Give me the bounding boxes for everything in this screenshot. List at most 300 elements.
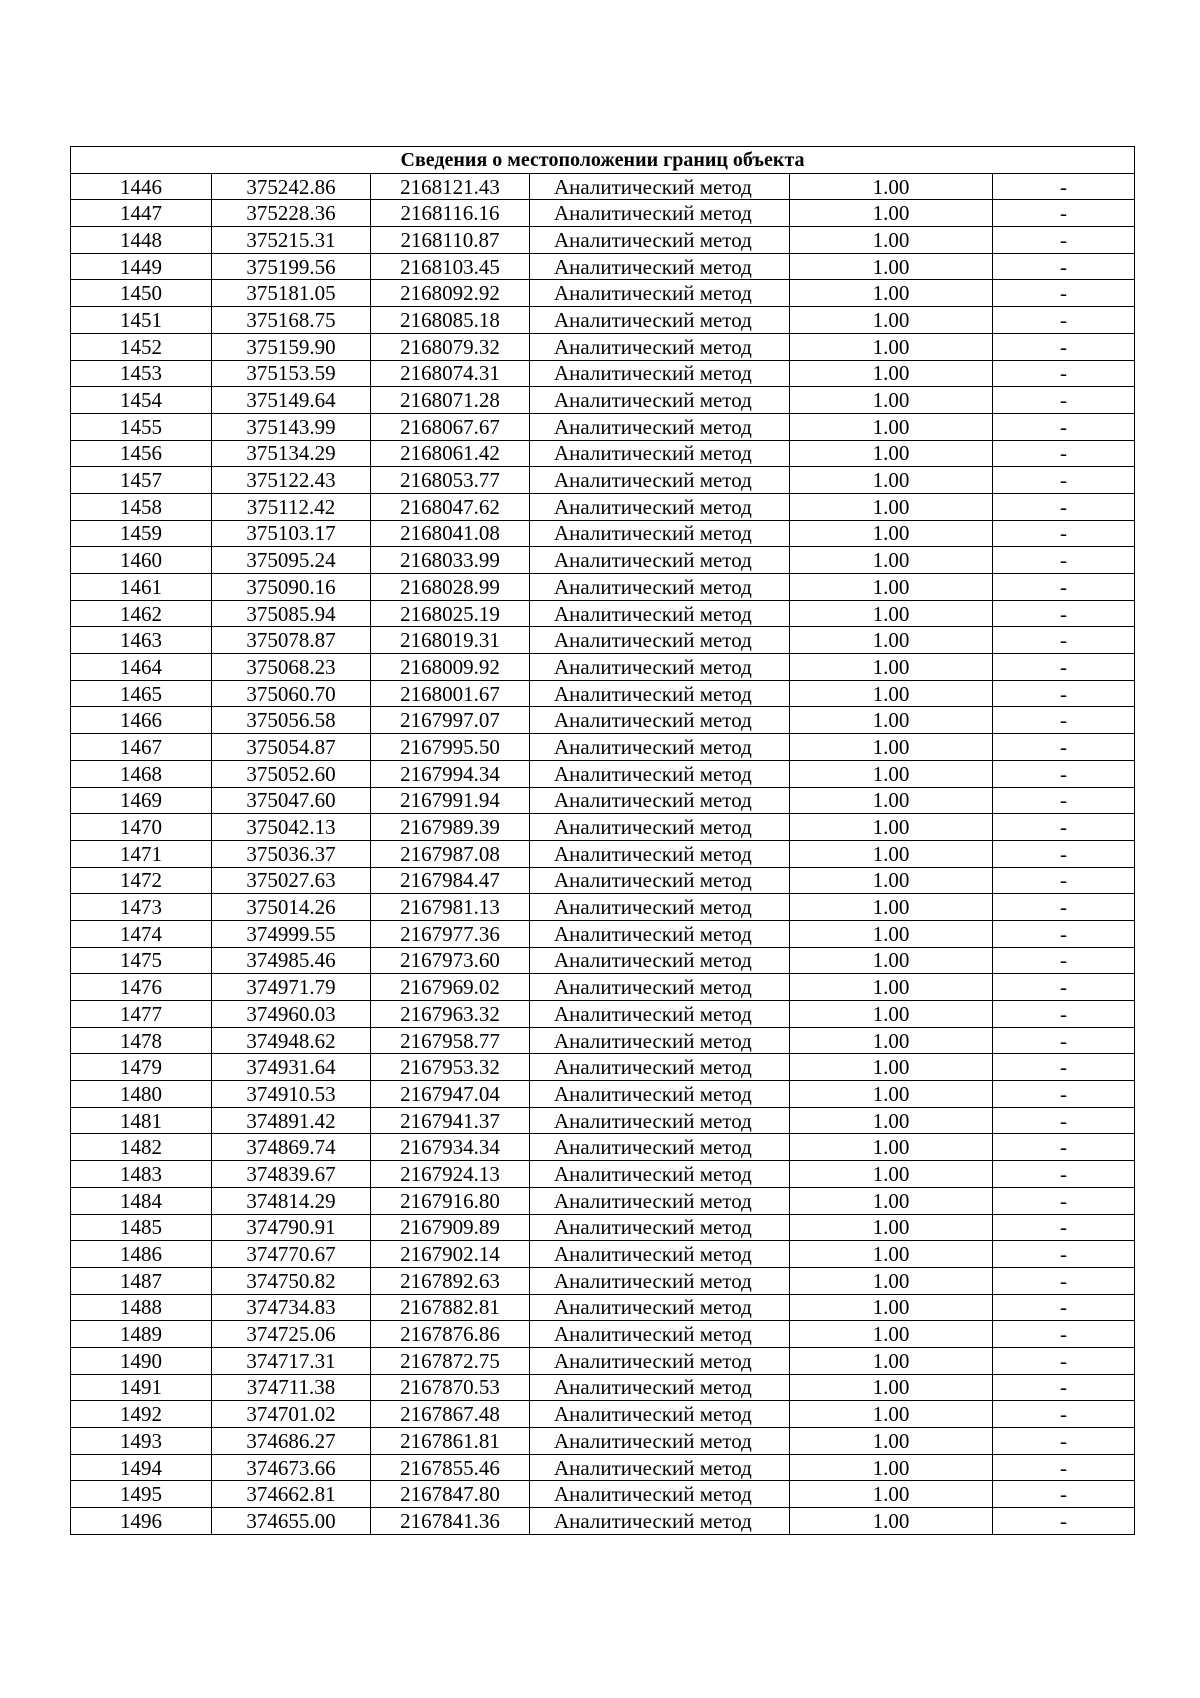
method-cell: Аналитический метод [530,1081,790,1108]
description-cell: - [993,920,1135,947]
point-number-cell: 1449 [71,253,212,280]
table-row [71,1294,1135,1321]
table-row [71,1267,1135,1294]
point-number-cell: 1490 [71,1347,212,1374]
method-cell: Аналитический метод [530,787,790,814]
point-number-cell: 1462 [71,600,212,627]
point-number-cell: 1486 [71,1241,212,1268]
point-number-cell: 1447 [71,200,212,227]
x-coordinate-cell: 375078.87 [212,627,371,654]
y-coordinate-cell: 2168033.99 [371,547,530,574]
accuracy-cell: 1.00 [790,387,993,414]
method-cell: Аналитический метод [530,760,790,787]
table-row [71,253,1135,280]
table-row [71,840,1135,867]
description-cell: - [993,280,1135,307]
method-cell: Аналитический метод [530,894,790,921]
method-cell: Аналитический метод [530,920,790,947]
y-coordinate-cell: 2167861.81 [371,1428,530,1455]
accuracy-cell: 1.00 [790,1001,993,1028]
accuracy-cell: 1.00 [790,547,993,574]
accuracy-cell: 1.00 [790,1107,993,1134]
table-row [71,947,1135,974]
table-row [71,1214,1135,1241]
table-row [71,1001,1135,1028]
x-coordinate-cell: 374931.64 [212,1054,371,1081]
point-number-cell: 1484 [71,1187,212,1214]
point-number-cell: 1481 [71,1107,212,1134]
description-cell: - [993,814,1135,841]
description-cell: - [993,734,1135,761]
description-cell: - [993,1161,1135,1188]
method-cell: Аналитический метод [530,387,790,414]
table-row [71,200,1135,227]
method-cell: Аналитический метод [530,1294,790,1321]
accuracy-cell: 1.00 [790,1508,993,1535]
description-cell: - [993,1267,1135,1294]
description-cell: - [993,1054,1135,1081]
method-cell: Аналитический метод [530,280,790,307]
method-cell: Аналитический метод [530,1214,790,1241]
accuracy-cell: 1.00 [790,734,993,761]
point-number-cell: 1464 [71,654,212,681]
x-coordinate-cell: 375027.63 [212,867,371,894]
x-coordinate-cell: 375242.86 [212,173,371,200]
table-row [71,1161,1135,1188]
x-coordinate-cell: 375036.37 [212,840,371,867]
description-cell: - [993,1294,1135,1321]
x-coordinate-cell: 375134.29 [212,440,371,467]
point-number-cell: 1477 [71,1001,212,1028]
point-number-cell: 1461 [71,574,212,601]
method-cell: Аналитический метод [530,734,790,761]
method-cell: Аналитический метод [530,333,790,360]
table-row [71,627,1135,654]
point-number-cell: 1474 [71,920,212,947]
accuracy-cell: 1.00 [790,627,993,654]
y-coordinate-cell: 2167958.77 [371,1027,530,1054]
table-row [71,520,1135,547]
y-coordinate-cell: 2167981.13 [371,894,530,921]
x-coordinate-cell: 375042.13 [212,814,371,841]
point-number-cell: 1466 [71,707,212,734]
point-number-cell: 1494 [71,1454,212,1481]
table-row [71,1401,1135,1428]
x-coordinate-cell: 374717.31 [212,1347,371,1374]
y-coordinate-cell: 2167872.75 [371,1347,530,1374]
table-row [71,467,1135,494]
table-row [71,600,1135,627]
method-cell: Аналитический метод [530,1107,790,1134]
accuracy-cell: 1.00 [790,600,993,627]
y-coordinate-cell: 2167855.46 [371,1454,530,1481]
accuracy-cell: 1.00 [790,894,993,921]
y-coordinate-cell: 2168025.19 [371,600,530,627]
point-number-cell: 1488 [71,1294,212,1321]
table-row [71,974,1135,1001]
description-cell: - [993,600,1135,627]
accuracy-cell: 1.00 [790,1187,993,1214]
y-coordinate-cell: 2168071.28 [371,387,530,414]
y-coordinate-cell: 2167916.80 [371,1187,530,1214]
table-row [71,493,1135,520]
point-number-cell: 1457 [71,467,212,494]
table-row [71,413,1135,440]
y-coordinate-cell: 2168047.62 [371,493,530,520]
accuracy-cell: 1.00 [790,814,993,841]
x-coordinate-cell: 375112.42 [212,493,371,520]
method-cell: Аналитический метод [530,840,790,867]
y-coordinate-cell: 2167973.60 [371,947,530,974]
description-cell: - [993,680,1135,707]
table-row [71,787,1135,814]
accuracy-cell: 1.00 [790,227,993,254]
table-row [71,1508,1135,1535]
table-row [71,894,1135,921]
accuracy-cell: 1.00 [790,787,993,814]
table-row [71,1054,1135,1081]
description-cell: - [993,1347,1135,1374]
y-coordinate-cell: 2167953.32 [371,1054,530,1081]
description-cell: - [993,1454,1135,1481]
method-cell: Аналитический метод [530,253,790,280]
method-cell: Аналитический метод [530,520,790,547]
point-number-cell: 1448 [71,227,212,254]
method-cell: Аналитический метод [530,1428,790,1455]
description-cell: - [993,467,1135,494]
x-coordinate-cell: 374673.66 [212,1454,371,1481]
table-row [71,1321,1135,1348]
description-cell: - [993,1001,1135,1028]
accuracy-cell: 1.00 [790,920,993,947]
y-coordinate-cell: 2168092.92 [371,280,530,307]
method-cell: Аналитический метод [530,1134,790,1161]
description-cell: - [993,440,1135,467]
table-row [71,387,1135,414]
point-number-cell: 1456 [71,440,212,467]
x-coordinate-cell: 374770.67 [212,1241,371,1268]
description-cell: - [993,654,1135,681]
accuracy-cell: 1.00 [790,280,993,307]
point-number-cell: 1458 [71,493,212,520]
description-cell: - [993,200,1135,227]
x-coordinate-cell: 374701.02 [212,1401,371,1428]
table-row [71,654,1135,681]
y-coordinate-cell: 2168009.92 [371,654,530,681]
description-cell: - [993,1107,1135,1134]
method-cell: Аналитический метод [530,867,790,894]
accuracy-cell: 1.00 [790,867,993,894]
x-coordinate-cell: 375215.31 [212,227,371,254]
x-coordinate-cell: 374734.83 [212,1294,371,1321]
point-number-cell: 1495 [71,1481,212,1508]
y-coordinate-cell: 2167941.37 [371,1107,530,1134]
method-cell: Аналитический метод [530,307,790,334]
method-cell: Аналитический метод [530,440,790,467]
table-row [71,1134,1135,1161]
method-cell: Аналитический метод [530,200,790,227]
accuracy-cell: 1.00 [790,173,993,200]
description-cell: - [993,1481,1135,1508]
point-number-cell: 1482 [71,1134,212,1161]
accuracy-cell: 1.00 [790,1241,993,1268]
x-coordinate-cell: 374686.27 [212,1428,371,1455]
method-cell: Аналитический метод [530,1401,790,1428]
accuracy-cell: 1.00 [790,1214,993,1241]
x-coordinate-cell: 375143.99 [212,413,371,440]
table-row [71,707,1135,734]
description-cell: - [993,1187,1135,1214]
y-coordinate-cell: 2167969.02 [371,974,530,1001]
method-cell: Аналитический метод [530,547,790,574]
accuracy-cell: 1.00 [790,253,993,280]
method-cell: Аналитический метод [530,173,790,200]
y-coordinate-cell: 2167934.34 [371,1134,530,1161]
accuracy-cell: 1.00 [790,707,993,734]
accuracy-cell: 1.00 [790,1428,993,1455]
description-cell: - [993,1027,1135,1054]
description-cell: - [993,1081,1135,1108]
y-coordinate-cell: 2167995.50 [371,734,530,761]
y-coordinate-cell: 2167870.53 [371,1374,530,1401]
point-number-cell: 1465 [71,680,212,707]
method-cell: Аналитический метод [530,654,790,681]
accuracy-cell: 1.00 [790,680,993,707]
table-title: Сведения о местоположении границ объекта [71,147,1135,174]
point-number-cell: 1485 [71,1214,212,1241]
y-coordinate-cell: 2168116.16 [371,200,530,227]
table-row [71,1428,1135,1455]
description-cell: - [993,1374,1135,1401]
y-coordinate-cell: 2167847.80 [371,1481,530,1508]
x-coordinate-cell: 374985.46 [212,947,371,974]
accuracy-cell: 1.00 [790,1374,993,1401]
x-coordinate-cell: 375068.23 [212,654,371,681]
point-number-cell: 1446 [71,173,212,200]
x-coordinate-cell: 375168.75 [212,307,371,334]
method-cell: Аналитический метод [530,467,790,494]
point-number-cell: 1475 [71,947,212,974]
x-coordinate-cell: 375060.70 [212,680,371,707]
description-cell: - [993,253,1135,280]
description-cell: - [993,493,1135,520]
point-number-cell: 1480 [71,1081,212,1108]
y-coordinate-cell: 2168121.43 [371,173,530,200]
method-cell: Аналитический метод [530,814,790,841]
table-row [71,760,1135,787]
table-row [71,680,1135,707]
method-cell: Аналитический метод [530,1508,790,1535]
accuracy-cell: 1.00 [790,360,993,387]
accuracy-cell: 1.00 [790,440,993,467]
table-row [71,1187,1135,1214]
x-coordinate-cell: 374999.55 [212,920,371,947]
y-coordinate-cell: 2167876.86 [371,1321,530,1348]
table-row [71,1454,1135,1481]
point-number-cell: 1493 [71,1428,212,1455]
description-cell: - [993,867,1135,894]
y-coordinate-cell: 2168061.42 [371,440,530,467]
x-coordinate-cell: 375181.05 [212,280,371,307]
y-coordinate-cell: 2167947.04 [371,1081,530,1108]
y-coordinate-cell: 2167909.89 [371,1214,530,1241]
point-number-cell: 1489 [71,1321,212,1348]
method-cell: Аналитический метод [530,1267,790,1294]
x-coordinate-cell: 374960.03 [212,1001,371,1028]
point-number-cell: 1476 [71,974,212,1001]
table-row [71,547,1135,574]
point-number-cell: 1467 [71,734,212,761]
description-cell: - [993,760,1135,787]
boundary-coordinates-table [70,146,1135,1535]
description-cell: - [993,1241,1135,1268]
method-cell: Аналитический метод [530,680,790,707]
table-row [71,1081,1135,1108]
description-cell: - [993,894,1135,921]
method-cell: Аналитический метод [530,974,790,1001]
x-coordinate-cell: 374662.81 [212,1481,371,1508]
accuracy-cell: 1.00 [790,1161,993,1188]
accuracy-cell: 1.00 [790,1027,993,1054]
point-number-cell: 1487 [71,1267,212,1294]
y-coordinate-cell: 2168019.31 [371,627,530,654]
table-row [71,920,1135,947]
table-row [71,574,1135,601]
table-row [71,734,1135,761]
method-cell: Аналитический метод [530,413,790,440]
y-coordinate-cell: 2168053.77 [371,467,530,494]
table-row [71,1241,1135,1268]
accuracy-cell: 1.00 [790,1401,993,1428]
y-coordinate-cell: 2167867.48 [371,1401,530,1428]
x-coordinate-cell: 375095.24 [212,547,371,574]
y-coordinate-cell: 2168074.31 [371,360,530,387]
method-cell: Аналитический метод [530,1454,790,1481]
table-row [71,360,1135,387]
point-number-cell: 1463 [71,627,212,654]
x-coordinate-cell: 375153.59 [212,360,371,387]
point-number-cell: 1496 [71,1508,212,1535]
accuracy-cell: 1.00 [790,1321,993,1348]
y-coordinate-cell: 2167924.13 [371,1161,530,1188]
y-coordinate-cell: 2167987.08 [371,840,530,867]
y-coordinate-cell: 2168103.45 [371,253,530,280]
point-number-cell: 1468 [71,760,212,787]
point-number-cell: 1473 [71,894,212,921]
y-coordinate-cell: 2168085.18 [371,307,530,334]
x-coordinate-cell: 374839.67 [212,1161,371,1188]
point-number-cell: 1454 [71,387,212,414]
table-row [71,173,1135,200]
y-coordinate-cell: 2168041.08 [371,520,530,547]
x-coordinate-cell: 374869.74 [212,1134,371,1161]
y-coordinate-cell: 2167892.63 [371,1267,530,1294]
x-coordinate-cell: 375047.60 [212,787,371,814]
y-coordinate-cell: 2167994.34 [371,760,530,787]
description-cell: - [993,173,1135,200]
table-row [71,1027,1135,1054]
table-body [71,147,1135,1535]
method-cell: Аналитический метод [530,1187,790,1214]
x-coordinate-cell: 375054.87 [212,734,371,761]
accuracy-cell: 1.00 [790,493,993,520]
table-row [71,1347,1135,1374]
x-coordinate-cell: 374711.38 [212,1374,371,1401]
method-cell: Аналитический метод [530,707,790,734]
description-cell: - [993,787,1135,814]
x-coordinate-cell: 374750.82 [212,1267,371,1294]
x-coordinate-cell: 375228.36 [212,200,371,227]
y-coordinate-cell: 2168001.67 [371,680,530,707]
x-coordinate-cell: 375149.64 [212,387,371,414]
y-coordinate-cell: 2167902.14 [371,1241,530,1268]
method-cell: Аналитический метод [530,947,790,974]
x-coordinate-cell: 375085.94 [212,600,371,627]
accuracy-cell: 1.00 [790,1267,993,1294]
table-row [71,280,1135,307]
table-row [71,333,1135,360]
x-coordinate-cell: 375052.60 [212,760,371,787]
method-cell: Аналитический метод [530,1241,790,1268]
x-coordinate-cell: 374725.06 [212,1321,371,1348]
table-row [71,814,1135,841]
accuracy-cell: 1.00 [790,840,993,867]
x-coordinate-cell: 374971.79 [212,974,371,1001]
point-number-cell: 1451 [71,307,212,334]
table-row [71,440,1135,467]
description-cell: - [993,547,1135,574]
accuracy-cell: 1.00 [790,413,993,440]
description-cell: - [993,974,1135,1001]
table-row [71,867,1135,894]
y-coordinate-cell: 2167997.07 [371,707,530,734]
x-coordinate-cell: 374814.29 [212,1187,371,1214]
description-cell: - [993,413,1135,440]
x-coordinate-cell: 375122.43 [212,467,371,494]
accuracy-cell: 1.00 [790,947,993,974]
description-cell: - [993,520,1135,547]
point-number-cell: 1478 [71,1027,212,1054]
description-cell: - [993,1428,1135,1455]
x-coordinate-cell: 375056.58 [212,707,371,734]
y-coordinate-cell: 2167984.47 [371,867,530,894]
accuracy-cell: 1.00 [790,1294,993,1321]
accuracy-cell: 1.00 [790,307,993,334]
method-cell: Аналитический метод [530,1161,790,1188]
method-cell: Аналитический метод [530,1001,790,1028]
accuracy-cell: 1.00 [790,1347,993,1374]
point-number-cell: 1469 [71,787,212,814]
y-coordinate-cell: 2168110.87 [371,227,530,254]
method-cell: Аналитический метод [530,1054,790,1081]
accuracy-cell: 1.00 [790,520,993,547]
description-cell: - [993,360,1135,387]
point-number-cell: 1452 [71,333,212,360]
point-number-cell: 1479 [71,1054,212,1081]
x-coordinate-cell: 374948.62 [212,1027,371,1054]
y-coordinate-cell: 2167963.32 [371,1001,530,1028]
accuracy-cell: 1.00 [790,200,993,227]
description-cell: - [993,1214,1135,1241]
y-coordinate-cell: 2167841.36 [371,1508,530,1535]
method-cell: Аналитический метод [530,227,790,254]
y-coordinate-cell: 2167989.39 [371,814,530,841]
method-cell: Аналитический метод [530,360,790,387]
y-coordinate-cell: 2168079.32 [371,333,530,360]
point-number-cell: 1492 [71,1401,212,1428]
method-cell: Аналитический метод [530,1374,790,1401]
description-cell: - [993,947,1135,974]
